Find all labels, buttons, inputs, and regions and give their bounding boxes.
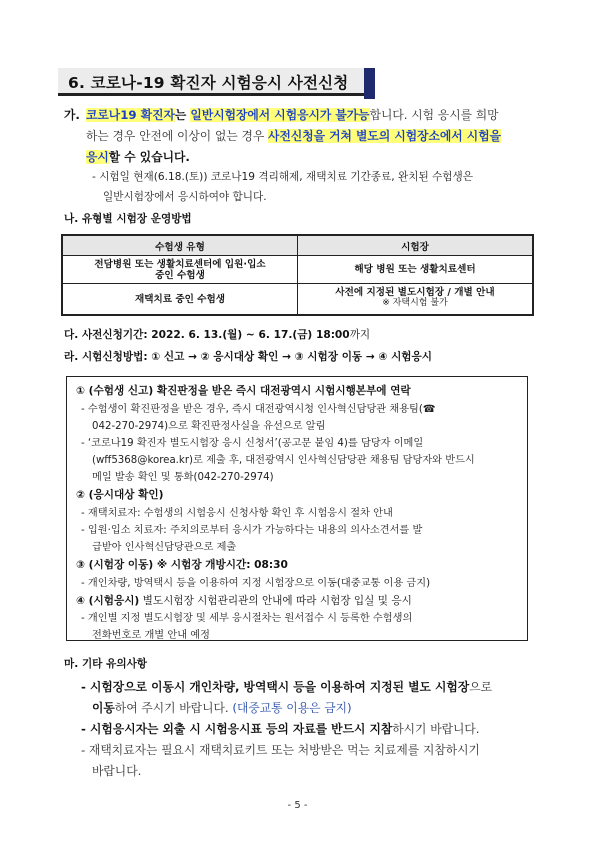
table-header: 수험생 유형 [62, 235, 298, 256]
table-cell-site: 해당 병원 또는 생활치료센터 [298, 256, 534, 284]
item-ga-marker: 가. [64, 108, 80, 122]
type-line: 중인 수험생 [155, 269, 205, 281]
item-ma-heading: 마. 기타 유의사항 [64, 658, 148, 670]
highlight-covid-confirmed: 코로나19 확진자 [86, 108, 175, 122]
step2-text: - 입원·입소 치료자: 주치의로부터 응시가 가능하다는 내용의 의사소견서를 발 [81, 525, 423, 536]
step1-text: - ‘코로나19 확진자 별도시험장 응시 신청서’(공고문 붙임 4)를 담당자 이메일 [81, 438, 424, 449]
table-cell-type [62, 256, 298, 284]
step4-text: 전화번호로 개별 안내 예정 [92, 630, 210, 641]
da-label: 다. 사전신청기간: [64, 329, 152, 341]
step2-text: - 재택치료자: 수험생의 시험응시 신청사항 확인 후 시험응시 절차 안내 [81, 508, 393, 519]
exam-site-table [61, 234, 534, 316]
site-note: ※ 자택시험 불가 [382, 298, 448, 308]
da-period: 2022. 6. 13.(월) ~ 6. 17.(금) 18:00 [151, 329, 350, 341]
ma-item2-rest: 하시기 바랍니다. [392, 722, 480, 736]
ma-item1-rest: 으로 [469, 680, 493, 694]
ma-item1 [81, 679, 492, 695]
ga-line1-rest: 합니다. 시험 응시를 희망 [369, 108, 499, 122]
step4-title [76, 594, 412, 609]
table-row [62, 284, 533, 316]
step1-text: 메일 발송 확인 및 통화(042-270-2974) [92, 472, 274, 483]
highlight-apply: 응시 [86, 150, 109, 164]
step4-title-bold: ④ (시험응시) [76, 595, 140, 607]
ma-item1-cont [92, 700, 352, 716]
step1-text: 042-270-2974)으로 확진판정사실을 유선으로 알림 [92, 421, 326, 432]
ga-line2-plain: 하는 경우 안전에 이상이 없는 경우 [86, 129, 269, 143]
step4-text: - 개인별 지정 별도시험장 및 세부 응시절차는 원서접수 시 등록한 수험생의 [81, 613, 413, 624]
ma-item1-rest-cont: 하여 주시기 바랍니다. [114, 701, 233, 715]
step2-title: ② (응시대상 확인) [76, 489, 164, 501]
table-header-row [62, 235, 533, 256]
highlight-pre-apply: 사전신청을 거쳐 별도의 시험장소에서 시험을 [268, 129, 501, 143]
item-da [64, 328, 370, 343]
step1-title: ① (수험생 신고) 확진판정을 받은 즉시 대전광역시 시험시행본부에 연락 [76, 385, 411, 397]
no-public-transit-note: (대중교통 이용은 금지) [232, 701, 352, 715]
ga-particle: 는 [174, 108, 191, 122]
ma-item2-bold: - 시험응시자는 외출 시 시험응시표 등의 자료를 반드시 지참 [81, 722, 393, 736]
ma-item3: - 재택치료자는 필요시 재택치료키트 또는 처방받은 먹는 치료제를 지참하시기 [81, 743, 480, 757]
ga-sub-line1: - 시험일 현재(6.18.(토)) 코로나19 격리해제, 재택치료 기간종료, 완치된 수험생은 [92, 171, 474, 183]
ma-item1-bold: - 시험장으로 이동시 개인차량, 방역택시 등을 이용하여 지정된 별도 시험장 [81, 680, 470, 694]
ga-line3-rest: 할 수 있습니다. [108, 150, 190, 164]
step1-text: (wff5368@korea.kr)로 제출 후, 대전광역시 인사혁신담당관 채용팀 담당자와 반드시 [92, 455, 475, 466]
table-row [62, 256, 533, 284]
step4-title-rest: 별도시험장 시험관리관의 안내에 따라 시험장 입실 및 응시 [139, 595, 412, 607]
table-header: 시험장 [298, 235, 534, 256]
step2-text: 급받아 인사혁신담당관으로 제출 [92, 542, 237, 553]
section-header-accent [364, 68, 375, 99]
ma-item1-bold-cont: 이동 [92, 701, 115, 715]
table-cell-site [298, 284, 534, 316]
item-ga-line3 [86, 149, 190, 165]
da-tail: 까지 [349, 329, 371, 341]
ga-sub-line2: 일반시험장에서 응시하여야 합니다. [103, 191, 267, 203]
item-na-heading: 나. 유형별 시험장 운영방법 [64, 213, 192, 225]
step1-text: - 수험생이 확진판정을 받은 경우, 즉시 대전광역시청 인사혁신담당관 채용팀(☎ [81, 404, 436, 415]
step3-text: - 개인차량, 방역택시 등을 이용하여 지정 시험장으로 이동(대중교통 이용 금지) [81, 578, 431, 589]
section-title: 6. 코로나-19 확진자 시험응시 사전신청 [68, 74, 349, 92]
item-ga-line1 [86, 107, 499, 123]
step3-title: ③ (시험장 이동) ※ 시험장 개방시간: 08:30 [76, 559, 288, 571]
site-line: 사전에 지정된 별도시험장 / 개별 안내 [335, 287, 495, 298]
item-ga-line2 [86, 128, 501, 144]
ma-item2 [81, 721, 480, 737]
page-number: - 5 - [287, 800, 308, 811]
item-ra: 라. 시험신청방법: ① 신고 → ② 응시대상 확인 → ③ 시험장 이동 → ④ 시험응시 [64, 351, 433, 363]
highlight-not-allowed: 일반시험장에서 시험응시가 불가능 [190, 108, 370, 122]
table-cell-type: 재택치료 중인 수험생 [62, 284, 298, 316]
type-line: 전담병원 또는 생활치료센터에 입원·입소 [94, 258, 266, 270]
ma-item3-cont: 바랍니다. [92, 764, 142, 778]
